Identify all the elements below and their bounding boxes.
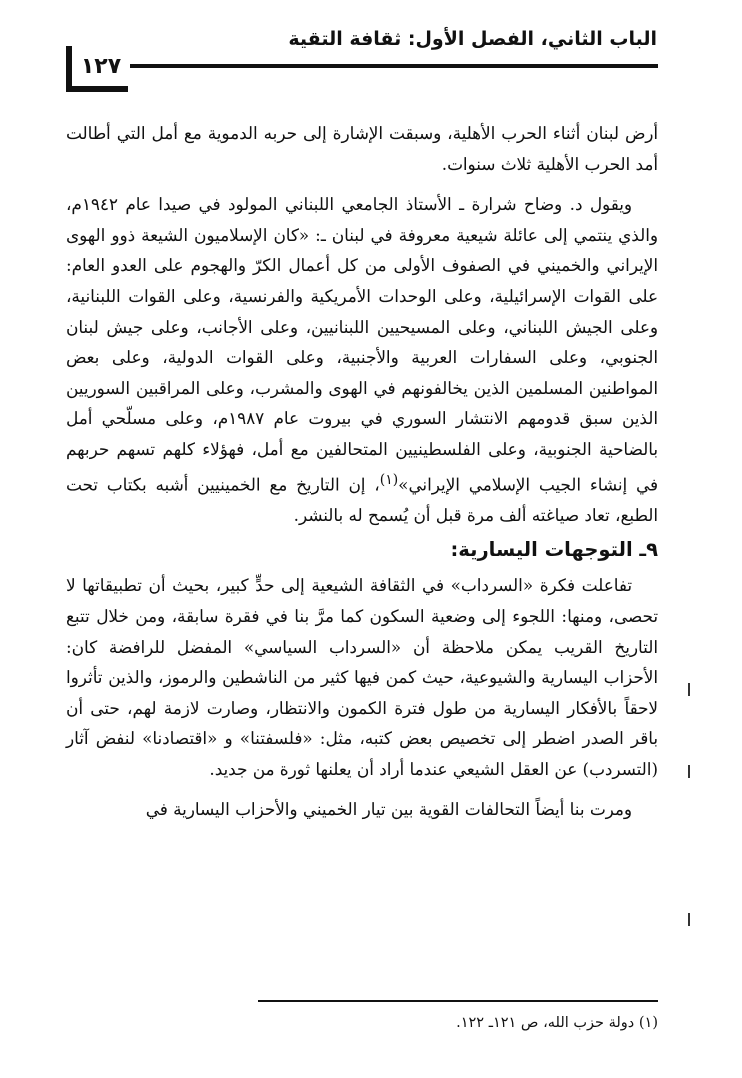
paragraph-gap [66,179,658,189]
footnote-rule [258,1000,658,1002]
main-text [66,118,658,825]
running-head: الباب الثاني، الفصل الأول: ثقافة التقية [288,28,657,50]
paragraph: تفاعلت فكرة «السرداب» في الثقافة الشيعية إلى حدٍّ كبير، بحيث أن تطبيقاتها لا تحصى، ومنها: اللجوء إلى وضعية السكون كما مرَّ بنا في فقرة سابقة، ومن خلال تتبع التاريخ القريب يمكن ملاحظة أن «السرداب السياسي» المفضل للرافضة كان: الأحزاب اليسارية والشيوعية، حيث كمن فيها كثير من الناشطين والرموز، والذين تأثروا لاحقاً بالأفكار اليسارية من طول فترة الكمون والانتظار، وصارت لازمة لهم، حتى أن باقر الصدر اضطر إلى تخصيص بعض كتبه، مثل: «فلسفتنا» و «اقتصادنا» لنفض آثار (التسردب) عن العقل الشيعي عندما أراد أن يعلنها ثورة من جديد. [66,575,658,779]
paragraph-quote [66,189,658,530]
quote-text: ويقول د. وضاح شرارة ـ الأستاذ الجامعي اللبناني المولود في صيدا عام ١٩٤٢م، والذي ينتمي إلى عائلة شيعية معروفة في لبنان ـ: «كان الإسلاميون الشيعة ذوو الهوى الإيراني والخميني في الصفوف الأولى من كل أعمال الكرّ والهجوم على العدو العام: على القوات الإسرائيلية، وعلى الوحدات الأمريكية والفرنسية، وعلى القوات اللبنانية، وعلى الجيش اللبناني، وعلى المسيحيين اللبنانيين، وعلى الأجانب، وعلى جيش لبنان الجنوبي، وعلى السفارات العربية والأجنبية، وعلى القوات الدولية، وعلى بعض المواطنين المسلمين الذين يخالفونهم في الهوى والمشرب، وعلى المراقبين السوريين الذين سبق قدومهم الانتشار السوري في بيروت عام ١٩٨٧م، وعلى مسلّحي أمل بالضاحية الجنوبية، وعلى الفلسطينيين المتحالفين مع أمل، فهؤلاء كلهم تسهم حربهم في إنشاء الجيب الإسلامي الإيراني» [66,194,658,495]
header-rule [130,64,658,68]
section-heading: ٩ـ التوجهات اليسارية: [450,538,658,562]
page-number: ١٢٧ [80,54,122,79]
paragraph: ومرت بنا أيضاً التحالفات القوية بين تيار الخميني والأحزاب اليسارية في [145,799,632,820]
margin-tick [688,683,690,696]
paragraph: أرض لبنان أثناء الحرب الأهلية، وسبقت الإشارة إلى حربه الدموية مع أمل التي أطالت أمد الحرب الأهلية ثلاث سنوات. [66,123,658,174]
margin-tick [688,913,690,926]
margin-tick [688,765,690,778]
quote-continuation: ، إن التاريخ مع الخمينيين أشبه بكتاب تحت الطبع، تعاد صياغته ألف مرة قبل أن يُسمح له بالنشر. [66,474,658,525]
footnote: (١) دولة حزب الله، ص ١٢١ـ ١٢٢. [456,1015,658,1031]
footnote-marker[interactable]: (١) [379,471,399,488]
paragraph-gap [66,784,658,794]
